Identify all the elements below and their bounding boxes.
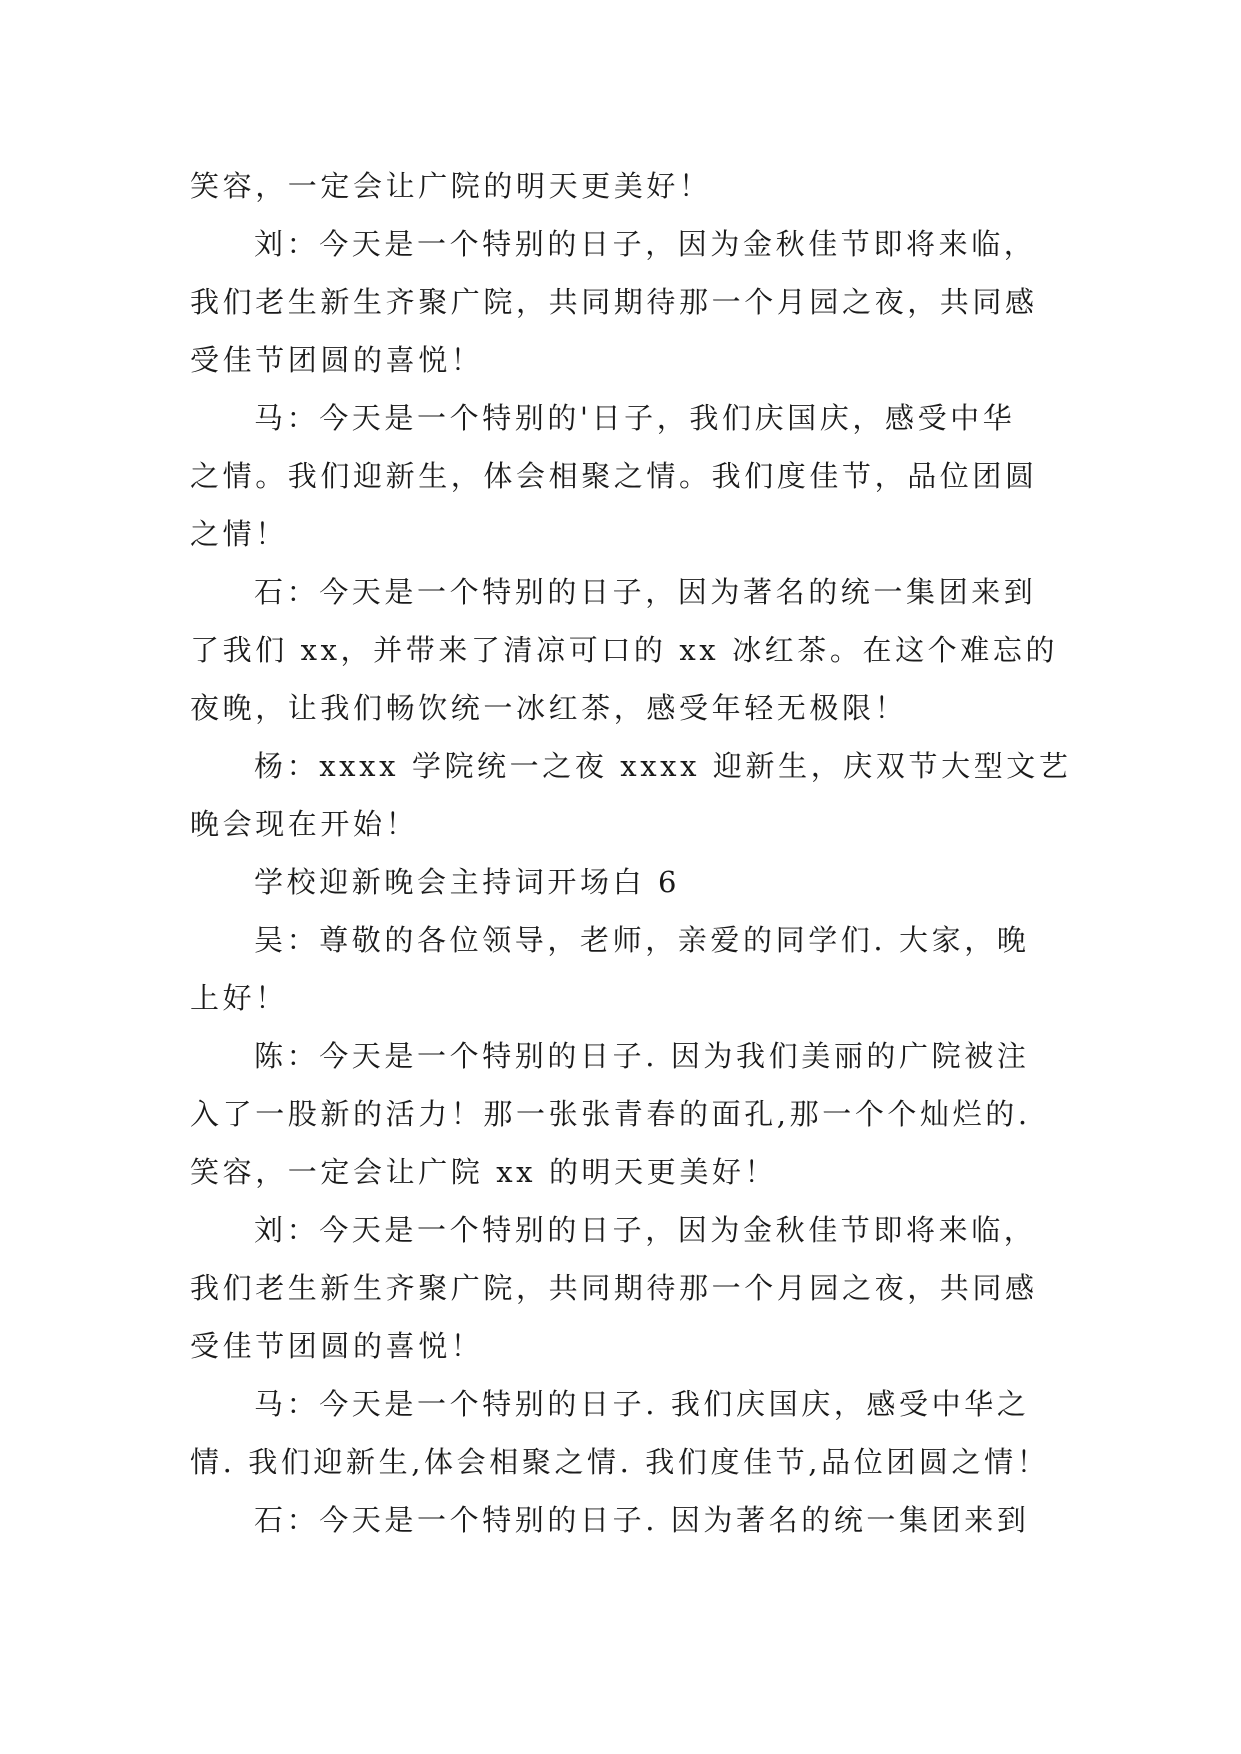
text-line: 笑容，一定会让广院的明天更美好！ — [190, 169, 712, 203]
document-body — [190, 157, 1072, 1549]
text-line: 我们老生新生齐聚广院，共同期待那一个月园之夜，共同感 — [190, 1271, 1038, 1305]
text-line: 马：今天是一个特别的日子. 我们庆国庆，感受中华之 — [254, 1387, 1030, 1421]
text-line: 受佳节团圆的喜悦！ — [190, 343, 484, 377]
text-line: 夜晚，让我们畅饮统一冰红茶，感受年轻无极限！ — [190, 691, 908, 725]
text-line: 了我们 xx，并带来了清凉可口的 xx 冰红茶。在这个难忘的 — [190, 633, 1059, 667]
text-line: 陈：今天是一个特别的日子. 因为我们美丽的广院被注 — [254, 1039, 1030, 1073]
text-line: 笑容，一定会让广院 xx 的明天更美好！ — [190, 1155, 778, 1189]
text-line: 上好！ — [190, 981, 288, 1015]
text-line: 之情！ — [190, 517, 288, 551]
text-line: 我们老生新生齐聚广院，共同期待那一个月园之夜，共同感 — [190, 285, 1038, 319]
text-line: 石：今天是一个特别的日子. 因为著名的统一集团来到 — [254, 1503, 1030, 1537]
text-line: 之情。我们迎新生，体会相聚之情。我们度佳节，品位团圆 — [190, 459, 1038, 493]
text-line: 情. 我们迎新生,体会相聚之情. 我们度佳节,品位团圆之情！ — [190, 1445, 1050, 1479]
text-line: 入了一股新的活力！那一张张青春的面孔,那一个个灿烂的. — [190, 1097, 1031, 1131]
text-line: 受佳节团圆的喜悦！ — [190, 1329, 484, 1363]
section-heading: 学校迎新晚会主持词开场白 6 — [254, 865, 681, 899]
text-line: 马：今天是一个特别的'日子，我们庆国庆，感受中华 — [254, 401, 1016, 435]
text-line: 晚会现在开始！ — [190, 807, 419, 841]
text-line: 石：今天是一个特别的日子，因为著名的统一集团来到 — [254, 575, 1037, 609]
text-line: 吴：尊敬的各位领导，老师，亲爱的同学们. 大家，晚 — [254, 923, 1030, 957]
text-line: 刘：今天是一个特别的日子，因为金秋佳节即将来临， — [254, 1213, 1037, 1247]
text-line: 刘：今天是一个特别的日子，因为金秋佳节即将来临， — [254, 227, 1037, 261]
text-line: 杨：xxxx 学院统一之夜 xxxx 迎新生，庆双节大型文艺 — [254, 749, 1072, 783]
